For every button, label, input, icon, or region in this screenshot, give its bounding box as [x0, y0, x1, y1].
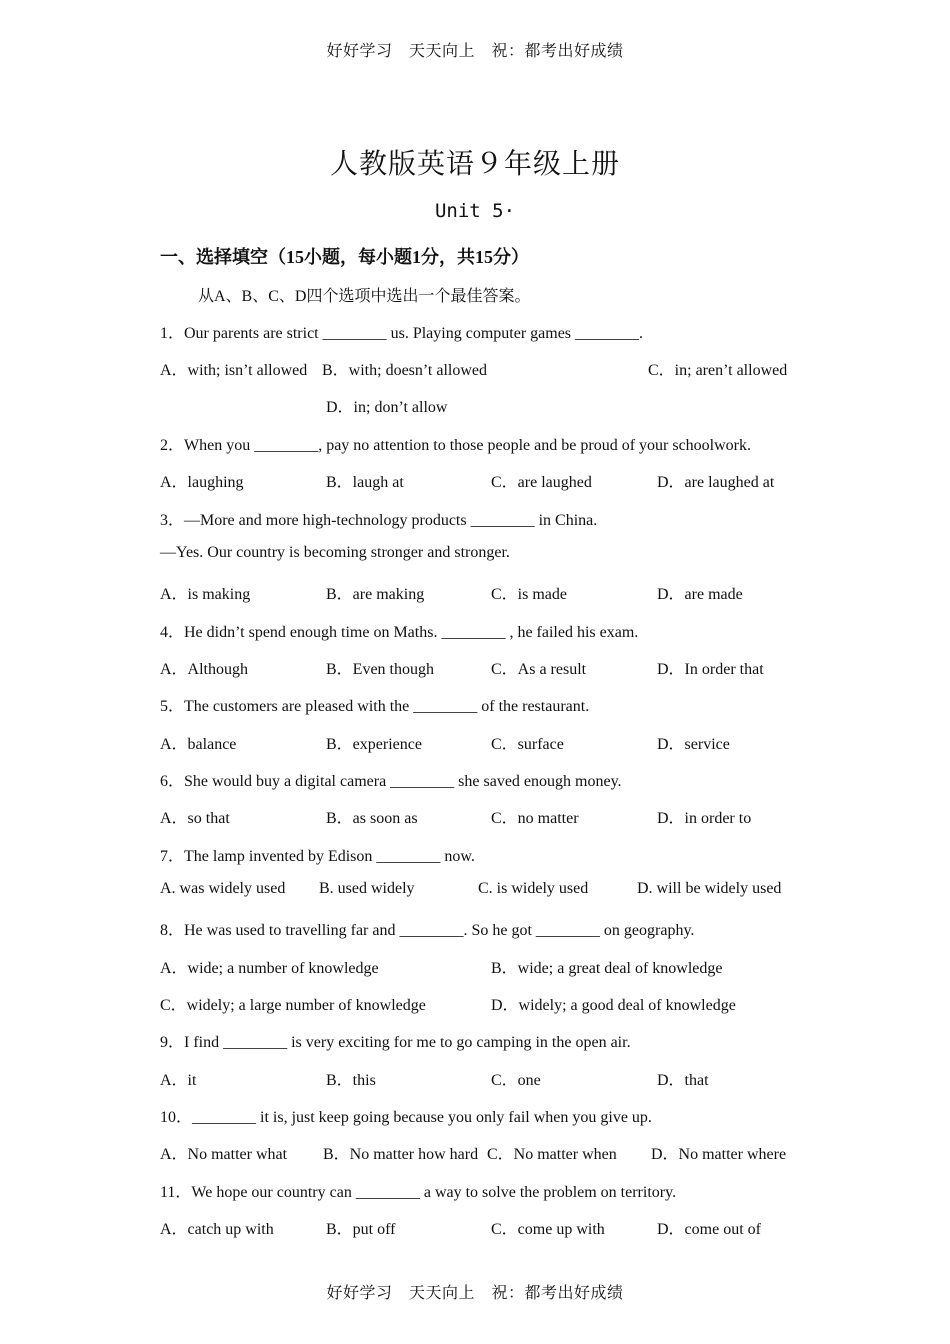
question-6-option-d: D．in order to [657, 810, 752, 827]
document-title: 人教版英语９年级上册 [329, 149, 620, 180]
question-7-stem: 7．The lamp invented by Edison ________ now. [160, 848, 475, 865]
question-6-option-a: A．so that [160, 810, 230, 827]
question-7-option-a: A. was widely used [160, 880, 286, 897]
question-3-option-c: C．is made [491, 586, 567, 603]
section-heading: 一、选择填空（15小题，每小题1分，共15分） [160, 247, 529, 267]
question-3-stem: 3．—More and more high-technology products ________ in China. [160, 512, 598, 529]
question-4-option-a: A．Although [160, 661, 249, 678]
question-9-option-b: B．this [326, 1072, 376, 1089]
question-2-option-b: B．laugh at [326, 474, 404, 491]
question-3-option-d: D．are made [657, 586, 743, 603]
question-8-option-a: A．wide; a number of knowledge [160, 960, 379, 977]
question-8-option-b: B．wide; a great deal of knowledge [491, 960, 723, 977]
unit-subtitle: Unit 5· [434, 200, 516, 222]
question-4-option-b: B．Even though [326, 661, 434, 678]
question-1-option-d: D．in; don’t allow [326, 399, 448, 416]
question-1-option-c: C．in; aren’t allowed [648, 362, 788, 379]
question-7-option-b: B. used widely [319, 880, 415, 897]
question-4-stem: 4．He didn’t spend enough time on Maths. ________ , he failed his exam. [160, 624, 639, 641]
question-5-option-b: B．experience [326, 736, 422, 753]
question-8-option-c: C．widely; a large number of knowledge [160, 997, 426, 1014]
question-10-option-a: A．No matter what [160, 1146, 288, 1163]
question-11-option-b: B．put off [326, 1221, 396, 1238]
question-8-stem: 8．He was used to travelling far and ________. So he got ________ on geography. [160, 922, 695, 939]
question-5-stem: 5．The customers are pleased with the ________ of the restaurant. [160, 698, 590, 715]
question-6-option-b: B．as soon as [326, 810, 418, 827]
question-11-stem: 11．We hope our country can ________ a way to solve the problem on territory. [160, 1184, 677, 1201]
question-10-option-b: B．No matter how hard [323, 1146, 479, 1163]
question-2-stem: 2．When you ________, pay no attention to those people and be proud of your schoolwork. [160, 437, 751, 454]
question-9-stem: 9．I find ________ is very exciting for me to go camping in the open air. [160, 1034, 631, 1051]
question-4-option-c: C．As a result [491, 661, 587, 678]
question-2-option-c: C．are laughed [491, 474, 592, 491]
question-1-option-a: A．with; isn’t allowed [160, 362, 308, 379]
question-10-option-d: D．No matter where [651, 1146, 787, 1163]
question-11-option-a: A．catch up with [160, 1221, 274, 1238]
question-5-option-a: A．balance [160, 736, 237, 753]
question-2-option-d: D．are laughed at [657, 474, 775, 491]
question-7-option-c: C. is widely used [478, 880, 589, 897]
question-6-option-c: C．no matter [491, 810, 579, 827]
question-3-reply: —Yes. Our country is becoming stronger and stronger. [160, 544, 510, 561]
question-3-option-b: B．are making [326, 586, 425, 603]
question-1-option-b: B．with; doesn’t allowed [322, 362, 488, 379]
question-9-option-d: D．that [657, 1072, 709, 1089]
question-2-option-a: A．laughing [160, 474, 244, 491]
question-10-option-c: C．No matter when [487, 1146, 617, 1163]
question-11-option-d: D．come out of [657, 1221, 761, 1238]
page-footer: 好好学习 天天向上 祝：都考出好成绩 [326, 1285, 624, 1302]
question-5-option-d: D．service [657, 736, 730, 753]
question-9-option-a: A．it [160, 1072, 197, 1089]
question-1-stem: 1．Our parents are strict ________ us. Playing computer games ________. [160, 325, 644, 342]
question-7-option-d: D. will be widely used [637, 880, 782, 897]
question-3-option-a: A．is making [160, 586, 251, 603]
question-5-option-c: C．surface [491, 736, 564, 753]
question-4-option-d: D．In order that [657, 661, 764, 678]
instruction-text: 从A、B、C、D四个选项中选出一个最佳答案。 [198, 288, 531, 305]
question-10-stem: 10．________ it is, just keep going because you only fail when you give up. [160, 1109, 652, 1126]
page-header: 好好学习 天天向上 祝：都考出好成绩 [326, 43, 624, 60]
question-11-option-c: C．come up with [491, 1221, 605, 1238]
question-9-option-c: C．one [491, 1072, 541, 1089]
question-8-option-d: D．widely; a good deal of knowledge [491, 997, 736, 1014]
question-6-stem: 6．She would buy a digital camera ________ she saved enough money. [160, 773, 622, 790]
